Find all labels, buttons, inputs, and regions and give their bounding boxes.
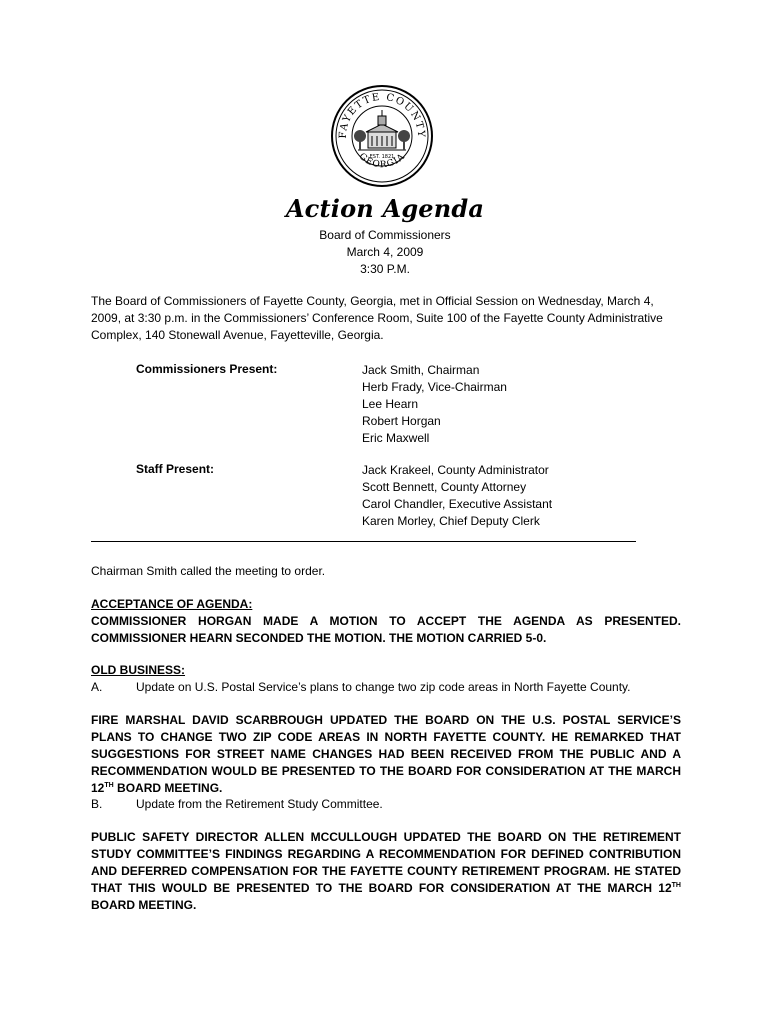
subtitle-time: 3:30 P.M.	[360, 262, 410, 276]
staff-name: Jack Krakeel, County Administrator	[362, 463, 549, 477]
item-b	[91, 796, 681, 813]
staff-name: Scott Bennett, County Attorney	[362, 480, 527, 494]
seal-bottom-text: GEORGIA	[356, 151, 408, 171]
item-a-action-end: BOARD MEETING.	[113, 781, 223, 795]
item-b-text: Update from the Retirement Study Committee.	[136, 797, 383, 811]
ordinal-suffix: TH	[671, 882, 681, 889]
subtitle-date: March 4, 2009	[346, 245, 424, 259]
staff-label: Staff Present:	[136, 462, 215, 476]
commissioners-label: Commissioners Present:	[136, 362, 278, 376]
item-b-action-text: PUBLIC SAFETY DIRECTOR ALLEN MCCULLOUGH UPDATED THE BOARD ON THE RETIREMENT STUDY COMMITTEE’S FINDINGS REGARDING A RECOMMENDATION FOR DEFINED CONTRIBUTION AND DEFERRED COMPENSATION FOR THE FAYETTE COUNTY RETIREMENT PROGRAM. HE STATED THAT THIS WOULD BE PRESENTED TO THE BOARD FOR CONSIDERATION AT THE MARCH 12	[91, 830, 681, 895]
commissioner-name: Eric Maxwell	[362, 431, 430, 445]
item-a-action-text: FIRE MARSHAL DAVID SCARBROUGH UPDATED THE BOARD ON THE U.S. POSTAL SERVICE’S PLANS TO CHANGE TWO ZIP CODE AREAS IN NORTH FAYETTE COUNTY. HE REMARKED THAT SUGGESTIONS FOR STREET NAME CHANGES HAD BEEN RECEIVED FROM THE PUBLIC AND A RECOMMENDATION WOULD BE PRESENTED TO THE BOARD FOR CONSIDERATION AT THE MARCH 12	[91, 713, 681, 795]
county-seal-logo	[330, 84, 434, 188]
document-title: Action Agenda	[285, 194, 485, 223]
call-to-order: Chairman Smith called the meeting to order.	[91, 564, 326, 578]
section-divider	[91, 541, 636, 542]
intro-paragraph: The Board of Commissioners of Fayette County, Georgia, met in Official Session on Wednesday, March 4, 2009, at 3:30 p.m. in the Commissioners’ Conference Room, Suite 100 of the Fayette County Administrative Complex, 140 Stonewall Avenue, Fayetteville, Georgia.	[91, 294, 663, 342]
ordinal-suffix: TH	[104, 782, 114, 789]
item-b-letter: B.	[91, 797, 103, 811]
commissioner-name: Herb Frady, Vice-Chairman	[362, 380, 507, 394]
item-a-action	[91, 712, 681, 797]
commissioners-list	[362, 362, 507, 447]
acceptance-heading: ACCEPTANCE OF AGENDA:	[91, 597, 253, 611]
subtitle-board: Board of Commissioners	[319, 228, 451, 242]
staff-name: Carol Chandler, Executive Assistant	[362, 497, 553, 511]
item-b-action-end: BOARD MEETING.	[91, 898, 197, 912]
acceptance-motion: COMMISSIONER HORGAN MADE A MOTION TO ACCEPT THE AGENDA AS PRESENTED. COMMISSIONER HEARN SECONDED THE MOTION. THE MOTION CARRIED 5-0.	[91, 614, 681, 645]
seal-top-text: FAYETTE COUNTY	[337, 91, 427, 139]
item-a-letter: A.	[91, 680, 103, 694]
item-a	[91, 679, 681, 696]
commissioner-name: Lee Hearn	[362, 397, 419, 411]
staff-name: Karen Morley, Chief Deputy Clerk	[362, 514, 540, 528]
item-b-action	[91, 829, 681, 914]
staff-list	[362, 462, 552, 530]
old-business-heading: OLD BUSINESS:	[91, 663, 186, 677]
seal-inner-text: EST. 1821	[369, 154, 395, 160]
commissioner-name: Robert Horgan	[362, 414, 441, 428]
commissioner-name: Jack Smith, Chairman	[362, 363, 480, 377]
item-a-text: Update on U.S. Postal Service’s plans to change two zip code areas in North Fayette County.	[136, 680, 631, 694]
